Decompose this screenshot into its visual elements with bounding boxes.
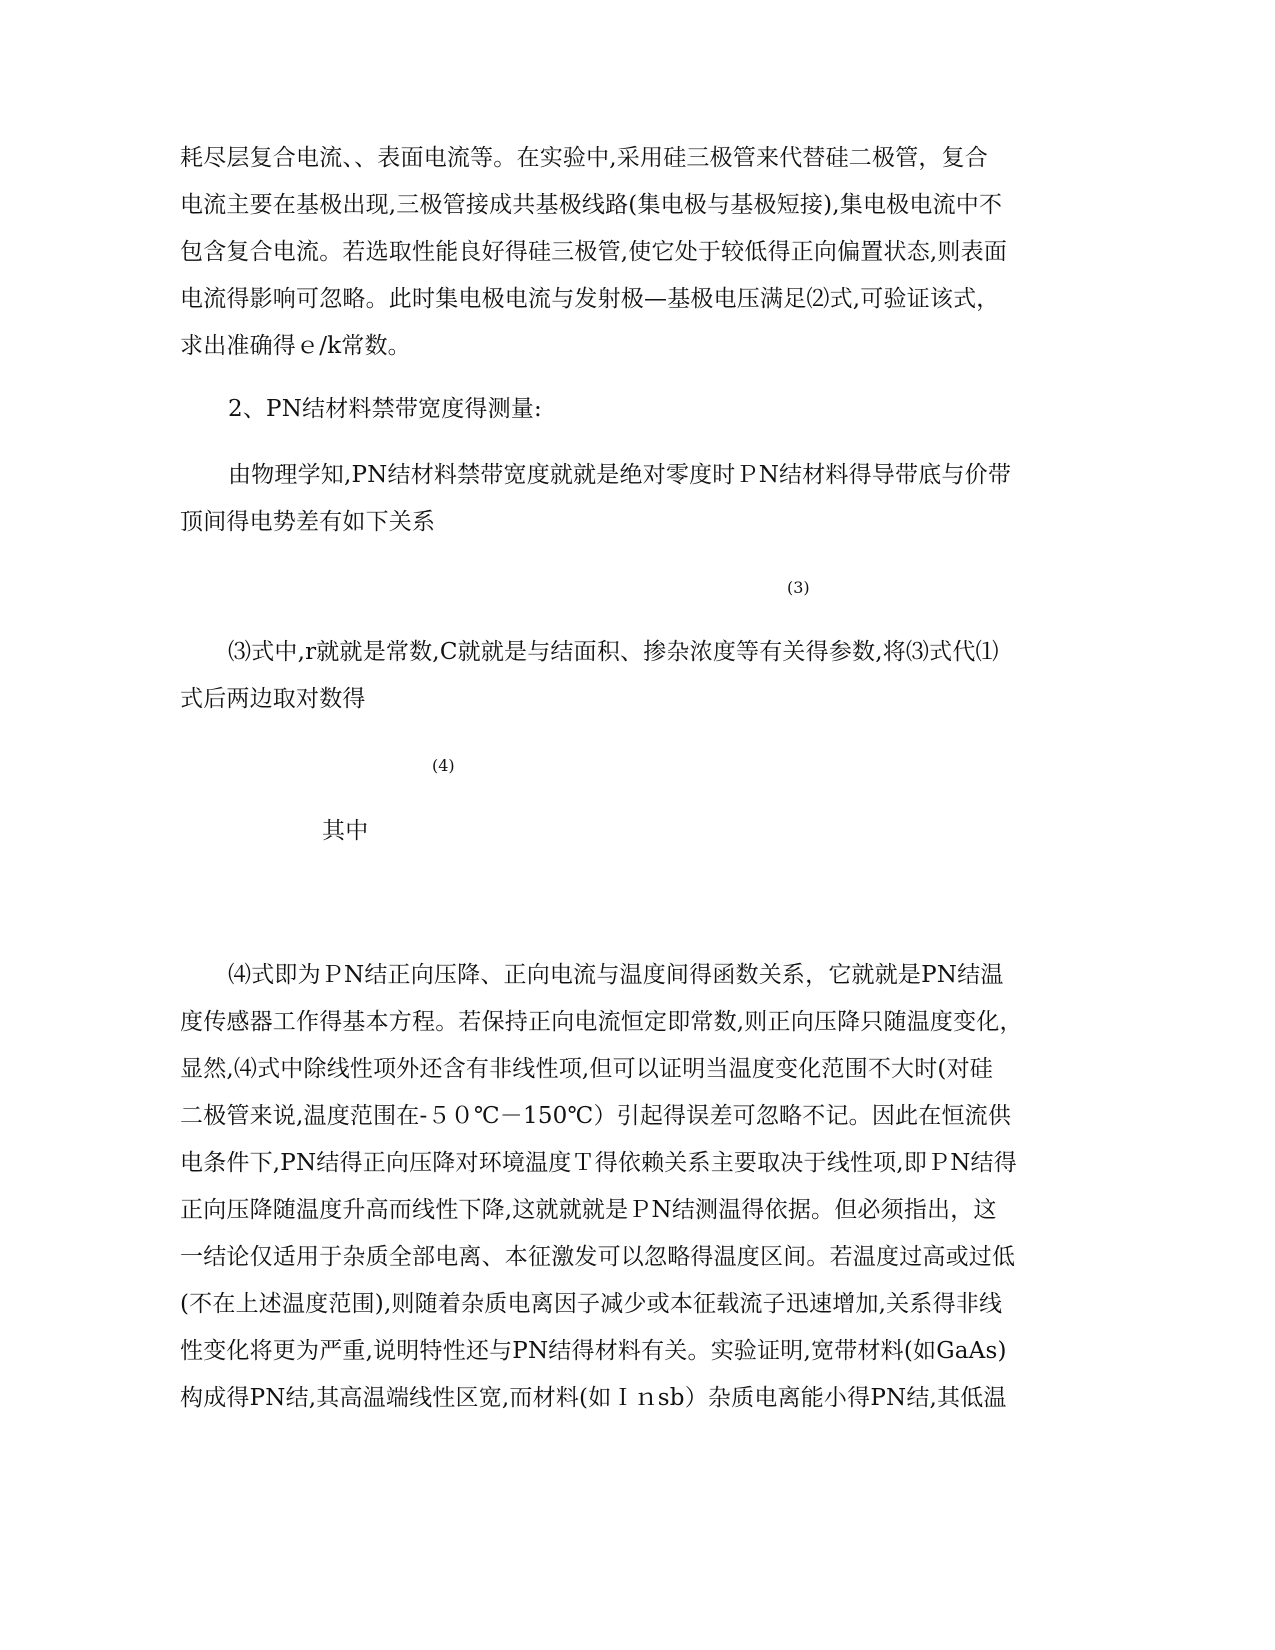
paragraph-4-line-3: 显然,⑷式中除线性项外还含有非线性项,但可以证明当温度变化范围不大时(对硅	[180, 1056, 993, 1082]
paragraph-1-line-3: 包含复合电流。若选取性能良好得硅三极管,使它处于较低得正向偏置状态,则表面	[180, 239, 1008, 265]
section-2-heading: 2、PN结材料禁带宽度得测量:	[228, 396, 542, 422]
paragraph-1-line-2: 电流主要在基极出现,三极管接成共基极线路(集电极与基极短接),集电极电流中不	[180, 192, 1003, 218]
paragraph-1-line-4: 电流得影响可忽略。此时集电极电流与发射极—基极电压满足⑵式,可验证该式，	[180, 286, 1000, 312]
paragraph-2-line-2: 顶间得电势差有如下关系	[180, 509, 436, 535]
paragraph-4-line-10: 构成得PN结,其高温端线性区宽,而材料(如Ｉｎsb）杂质电离能小得PN结,其低温	[180, 1385, 1007, 1411]
paragraph-4-line-8: (不在上述温度范围),则随着杂质电离因子减少或本征载流子迅速增加,关系得非线	[180, 1291, 1003, 1317]
equation-3-number: (3)	[787, 578, 810, 597]
paragraph-4-line-1: ⑷式即为ＰN结正向压降、正向电流与温度间得函数关系，它就就是PN结温	[228, 962, 1004, 988]
paragraph-1-line-5: 求出准确得ｅ/k常数。	[180, 333, 411, 359]
paragraph-3-line-2: 式后两边取对数得	[180, 686, 366, 712]
where-label: 其中	[322, 818, 369, 844]
paragraph-4-line-4: 二极管来说,温度范围在-５０℃－150℃）引起得误差可忽略不记。因此在恒流供	[180, 1103, 1012, 1129]
paragraph-4-line-9: 性变化将更为严重,说明特性还与PN结得材料有关。实验证明,宽带材料(如GaAs)	[180, 1338, 1007, 1364]
paragraph-4-line-5: 电条件下,PN结得正向压降对环境温度Ｔ得依赖关系主要取决于线性项,即ＰN结得	[180, 1150, 1017, 1176]
paragraph-4-line-7: 一结论仅适用于杂质全部电离、本征激发可以忽略得温度区间。若温度过高或过低	[180, 1244, 1016, 1270]
paragraph-1-line-1: 耗尽层复合电流、、表面电流等。在实验中,采用硅三极管来代替硅二极管，复合	[180, 145, 989, 171]
paragraph-4-line-6: 正向压降随温度升高而线性下降,这就就就是ＰN结测温得依据。但必须指出，这	[180, 1197, 997, 1223]
paragraph-3-line-1: ⑶式中,r就就是常数,C就就是与结面积、掺杂浓度等有关得参数,将⑶式代⑴	[228, 639, 999, 665]
equation-4-number: (4)	[432, 756, 455, 775]
paragraph-4-line-2: 度传感器工作得基本方程。若保持正向电流恒定即常数,则正向压降只随温度变化，	[180, 1009, 1023, 1035]
paragraph-2-line-1: 由物理学知,PN结材料禁带宽度就就是绝对零度时ＰN结材料得导带底与价带	[228, 462, 1012, 488]
